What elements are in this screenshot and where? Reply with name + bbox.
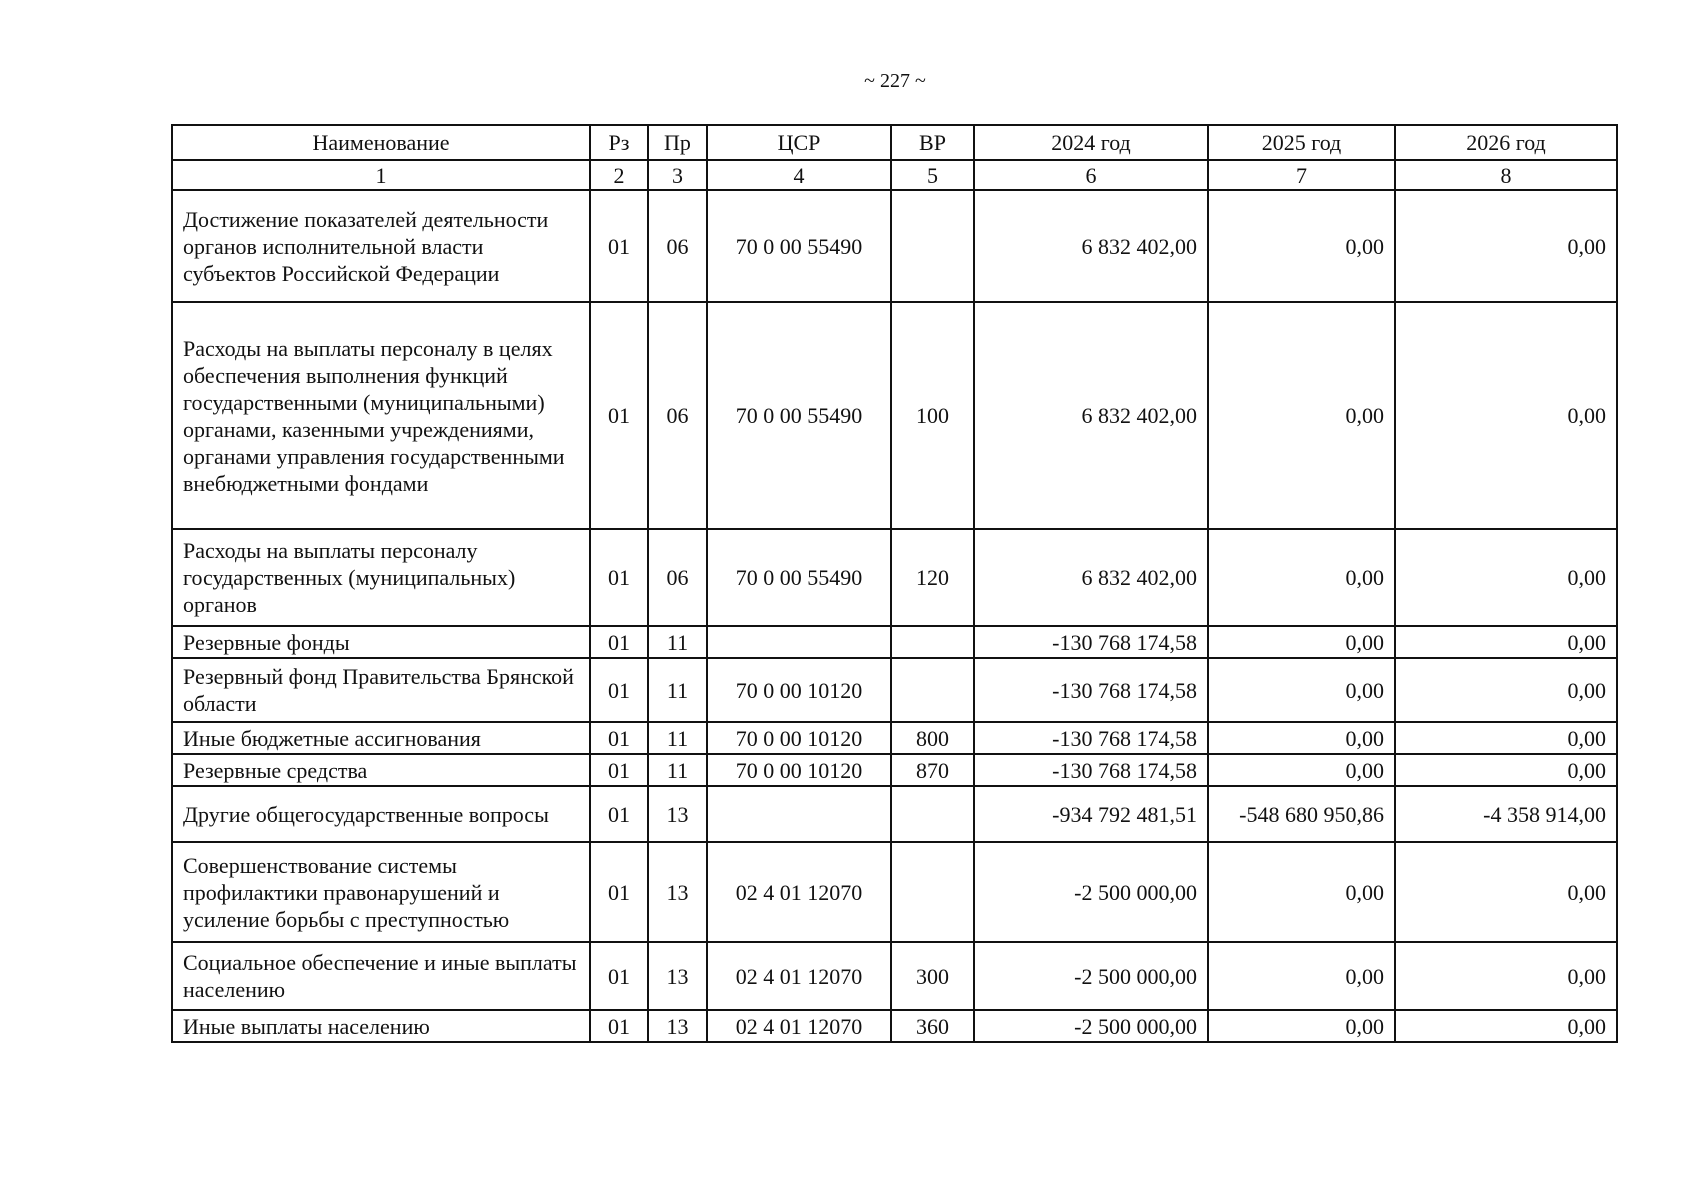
column-number: 7	[1208, 160, 1395, 190]
row-rz: 01	[590, 1010, 648, 1042]
column-number: 3	[648, 160, 707, 190]
column-number-row	[172, 160, 1617, 190]
table-row	[172, 658, 1617, 722]
row-csr: 02 4 01 12070	[707, 1010, 891, 1042]
row-name: Достижение показателей деятельности органов исполнительной власти субъектов Российской Федерации	[172, 190, 590, 302]
column-number: 1	[172, 160, 590, 190]
row-2025: 0,00	[1208, 529, 1395, 626]
row-pr: 11	[648, 722, 707, 754]
row-2025: 0,00	[1208, 722, 1395, 754]
row-2026: 0,00	[1395, 302, 1617, 529]
row-2024: 6 832 402,00	[974, 190, 1208, 302]
row-vr: 870	[891, 754, 974, 786]
row-2026: 0,00	[1395, 626, 1617, 658]
table-row	[172, 302, 1617, 529]
row-pr: 13	[648, 1010, 707, 1042]
row-rz: 01	[590, 529, 648, 626]
row-2026: 0,00	[1395, 754, 1617, 786]
row-2024: -130 768 174,58	[974, 658, 1208, 722]
table-row	[172, 626, 1617, 658]
row-pr: 06	[648, 529, 707, 626]
row-pr: 13	[648, 942, 707, 1010]
row-rz: 01	[590, 754, 648, 786]
header-row	[172, 125, 1617, 160]
header-rz: Рз	[590, 125, 648, 160]
row-vr: 360	[891, 1010, 974, 1042]
row-rz: 01	[590, 658, 648, 722]
row-2024: -2 500 000,00	[974, 1010, 1208, 1042]
row-2025: 0,00	[1208, 302, 1395, 529]
row-2024: -130 768 174,58	[974, 626, 1208, 658]
budget-table	[171, 124, 1618, 1043]
row-rz: 01	[590, 190, 648, 302]
row-vr	[891, 658, 974, 722]
table-row	[172, 842, 1617, 942]
row-2026: -4 358 914,00	[1395, 786, 1617, 842]
row-pr: 11	[648, 626, 707, 658]
row-vr	[891, 190, 974, 302]
header-name: Наименование	[172, 125, 590, 160]
column-number: 5	[891, 160, 974, 190]
row-2026: 0,00	[1395, 190, 1617, 302]
row-csr	[707, 626, 891, 658]
row-vr: 300	[891, 942, 974, 1010]
table-row	[172, 529, 1617, 626]
header-pr: Пр	[648, 125, 707, 160]
row-2024: -130 768 174,58	[974, 754, 1208, 786]
row-csr: 70 0 00 10120	[707, 754, 891, 786]
row-rz: 01	[590, 626, 648, 658]
row-pr: 13	[648, 786, 707, 842]
table-row	[172, 754, 1617, 786]
row-2025: 0,00	[1208, 1010, 1395, 1042]
row-2026: 0,00	[1395, 842, 1617, 942]
row-rz: 01	[590, 302, 648, 529]
row-2026: 0,00	[1395, 1010, 1617, 1042]
row-name: Иные бюджетные ассигнования	[172, 722, 590, 754]
row-rz: 01	[590, 722, 648, 754]
row-name: Резервные фонды	[172, 626, 590, 658]
row-2024: 6 832 402,00	[974, 302, 1208, 529]
row-2024: 6 832 402,00	[974, 529, 1208, 626]
row-csr: 70 0 00 10120	[707, 658, 891, 722]
header-2024: 2024 год	[974, 125, 1208, 160]
row-csr: 02 4 01 12070	[707, 942, 891, 1010]
row-vr	[891, 626, 974, 658]
row-csr: 02 4 01 12070	[707, 842, 891, 942]
row-pr: 11	[648, 754, 707, 786]
row-rz: 01	[590, 942, 648, 1010]
row-2025: 0,00	[1208, 754, 1395, 786]
row-name: Резервные средства	[172, 754, 590, 786]
row-csr: 70 0 00 55490	[707, 529, 891, 626]
row-2026: 0,00	[1395, 722, 1617, 754]
row-vr	[891, 786, 974, 842]
row-pr: 11	[648, 658, 707, 722]
row-name: Иные выплаты населению	[172, 1010, 590, 1042]
header-2025: 2025 год	[1208, 125, 1395, 160]
row-pr: 13	[648, 842, 707, 942]
header-2026: 2026 год	[1395, 125, 1617, 160]
row-name: Расходы на выплаты персоналу в целях обеспечения выполнения функций государственными (муниципальными) органами, казенными учреждениями, органами управления государственными внебюджетными фондами	[172, 302, 590, 529]
row-2026: 0,00	[1395, 942, 1617, 1010]
table-row	[172, 722, 1617, 754]
row-name: Расходы на выплаты персоналу государственных (муниципальных) органов	[172, 529, 590, 626]
row-rz: 01	[590, 786, 648, 842]
column-number: 8	[1395, 160, 1617, 190]
table-row	[172, 786, 1617, 842]
row-2025: 0,00	[1208, 658, 1395, 722]
row-2025: 0,00	[1208, 626, 1395, 658]
row-2024: -2 500 000,00	[974, 842, 1208, 942]
row-2026: 0,00	[1395, 658, 1617, 722]
row-csr: 70 0 00 55490	[707, 190, 891, 302]
row-rz: 01	[590, 842, 648, 942]
row-name: Резервный фонд Правительства Брянской области	[172, 658, 590, 722]
column-number: 2	[590, 160, 648, 190]
row-csr: 70 0 00 10120	[707, 722, 891, 754]
column-number: 4	[707, 160, 891, 190]
table-row	[172, 190, 1617, 302]
row-pr: 06	[648, 190, 707, 302]
row-name: Социальное обеспечение и иные выплаты населению	[172, 942, 590, 1010]
header-csr: ЦСР	[707, 125, 891, 160]
row-2025: 0,00	[1208, 190, 1395, 302]
row-2024: -934 792 481,51	[974, 786, 1208, 842]
row-2025: 0,00	[1208, 942, 1395, 1010]
row-2024: -2 500 000,00	[974, 942, 1208, 1010]
row-vr: 120	[891, 529, 974, 626]
row-2024: -130 768 174,58	[974, 722, 1208, 754]
row-csr	[707, 786, 891, 842]
header-vr: ВР	[891, 125, 974, 160]
row-csr: 70 0 00 55490	[707, 302, 891, 529]
row-name: Совершенствование системы профилактики правонарушений и усиление борьбы с преступностью	[172, 842, 590, 942]
row-2026: 0,00	[1395, 529, 1617, 626]
row-pr: 06	[648, 302, 707, 529]
row-2025: 0,00	[1208, 842, 1395, 942]
row-vr	[891, 842, 974, 942]
row-2025: -548 680 950,86	[1208, 786, 1395, 842]
column-number: 6	[974, 160, 1208, 190]
table-row	[172, 1010, 1617, 1042]
row-vr: 100	[891, 302, 974, 529]
page-number: ~ 227 ~	[864, 70, 926, 92]
row-name: Другие общегосударственные вопросы	[172, 786, 590, 842]
table-row	[172, 942, 1617, 1010]
row-vr: 800	[891, 722, 974, 754]
